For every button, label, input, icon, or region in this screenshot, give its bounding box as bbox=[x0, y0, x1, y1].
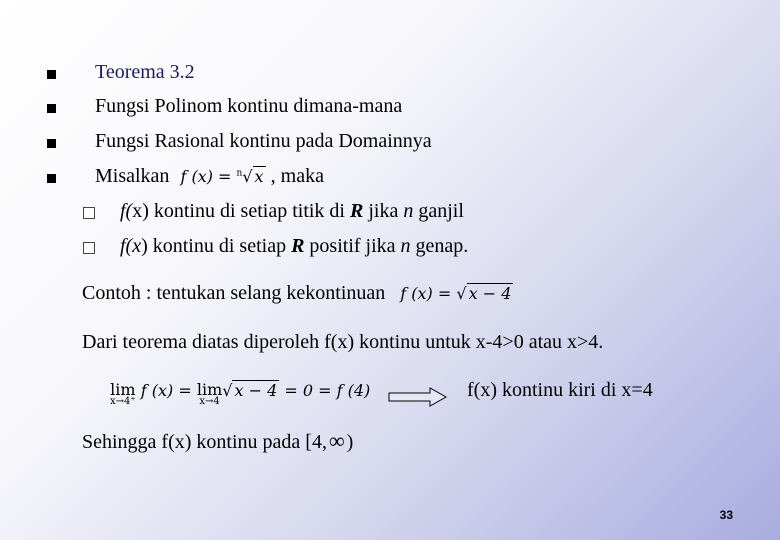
contoh-line bbox=[82, 282, 513, 305]
misalkan-prefix: Misalkan bbox=[95, 165, 170, 187]
contoh-formula: f (x) = √ x − 4 bbox=[400, 284, 512, 303]
bullet-misalkan bbox=[95, 165, 324, 188]
theorem-title: Teorema 3.2 bbox=[95, 61, 195, 83]
formula-lhs: f (x) = bbox=[180, 167, 232, 186]
sub-bullet-text: f(x) kontinu di setiap R positif jika n genap. bbox=[120, 235, 469, 257]
radicand: x bbox=[254, 167, 264, 186]
misalkan-formula: f (x) = $^n$√ x bbox=[180, 167, 264, 186]
contoh-text: Contoh : tentukan selang kekontinuan bbox=[82, 282, 386, 304]
right-arrow-icon bbox=[388, 387, 448, 407]
bullet-square bbox=[47, 139, 56, 148]
bullet-square bbox=[47, 174, 56, 183]
limit-formula: lim x→4⁺ f (x) = lim x→4 √ x − 4 = 0 = f (4) bbox=[110, 380, 371, 407]
page-number: 33 bbox=[719, 508, 733, 522]
bullet-text: Fungsi Rasional kontinu pada Domainnya bbox=[95, 130, 432, 152]
sub-bullet-box bbox=[83, 242, 95, 254]
dari-text: Dari teorema diatas diperoleh f(x) kontinu untuk x-4>0 atau x>4. bbox=[82, 331, 604, 353]
bullet-text: Fungsi Polinom kontinu dimana-mana bbox=[95, 95, 403, 117]
bullet-square bbox=[47, 104, 56, 113]
sehingga-line: Sehingga f(x) kontinu pada [4,∞ ) bbox=[82, 428, 354, 453]
sub-bullet-box bbox=[83, 207, 95, 219]
conclusion-text: f(x) kontinu kiri di x=4 bbox=[467, 379, 653, 401]
bullet-square bbox=[47, 70, 56, 79]
root-index: n bbox=[236, 168, 243, 179]
infinity-icon: ∞ bbox=[328, 428, 345, 453]
sub-bullet-text: f(x) kontinu di setiap titik di R jika n ganjil bbox=[120, 200, 464, 222]
misalkan-suffix: , maka bbox=[270, 165, 324, 187]
